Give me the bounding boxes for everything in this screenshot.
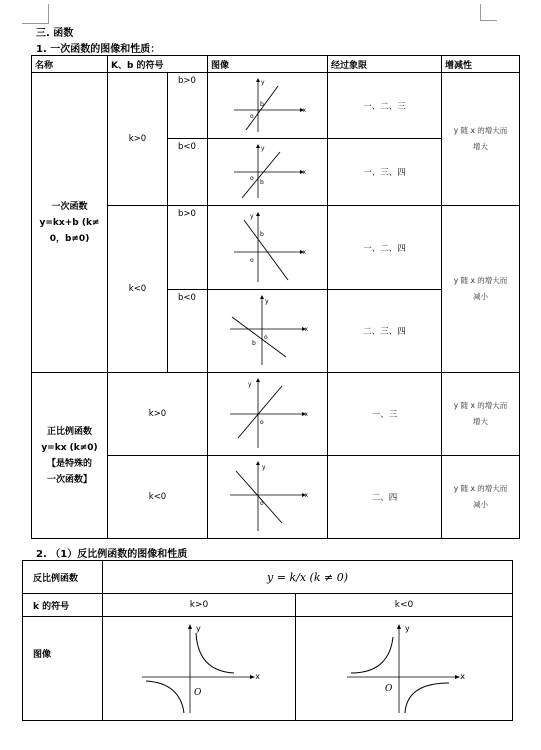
inverse-formula: y = k/x (k ≠ 0) <box>103 561 513 594</box>
svg-text:b: b <box>259 179 264 186</box>
increasing-note: y 随 x 的增大而 增大 <box>442 73 520 206</box>
k-negative-header: k<0 <box>296 594 513 617</box>
increasing-note-2: y 随 x 的增大而 增大 <box>442 373 520 456</box>
section-title: 三. 函数 <box>36 28 74 39</box>
svg-text:y: y <box>264 298 269 305</box>
graph-proportional-kneg <box>208 456 328 539</box>
b-negative-label: b<0 <box>168 139 208 206</box>
svg-text:o: o <box>249 256 254 264</box>
k-negative-label-2: k<0 <box>108 456 208 539</box>
subtitle-inverse: 2. （1）反比例函数的图像和性质 <box>36 549 188 560</box>
quadrants-24: 二、四 <box>328 456 442 539</box>
k-sign-label: k 的符号 <box>23 594 103 617</box>
svg-text:x: x <box>301 169 306 176</box>
svg-text:x: x <box>303 411 308 418</box>
b-positive-label: b>0 <box>168 73 208 139</box>
graph-proportional-kpos <box>208 373 328 456</box>
b-positive-label-2: b>0 <box>168 206 208 290</box>
linear-function-name: 一次函数 y=kx+b (k≠ 0，b≠0) <box>32 73 108 373</box>
hyperbola-kneg <box>296 617 513 721</box>
svg-text:x: x <box>255 671 260 681</box>
svg-text:b: b <box>251 340 256 347</box>
proportional-function-name: 正比例函数 y=kx (k≠0) 【是特殊的 一次函数】 <box>32 373 108 539</box>
quadrants-13: 一、三 <box>328 373 442 456</box>
quadrants-123: 一、二、三 <box>328 73 442 139</box>
svg-text:y: y <box>261 464 266 471</box>
header-name: 名称 <box>32 56 108 73</box>
k-positive-header: k>0 <box>103 594 296 617</box>
graph-kpos-bneg <box>208 139 328 206</box>
graph-label: 图像 <box>23 617 103 721</box>
svg-text:O: O <box>194 687 202 698</box>
svg-text:y: y <box>260 145 265 152</box>
svg-text:o: o <box>259 500 264 507</box>
graph-kneg-bneg <box>208 290 328 373</box>
svg-text:o: o <box>259 419 264 426</box>
svg-text:y: y <box>247 381 252 388</box>
k-positive-label: k>0 <box>108 73 168 206</box>
header-quadrants: 经过象限 <box>328 56 442 73</box>
graph-kneg-bpos <box>208 206 328 290</box>
inverse-function-table <box>22 560 513 721</box>
svg-text:y: y <box>196 623 201 633</box>
svg-text:o: o <box>249 175 254 182</box>
svg-text:o: o <box>249 112 254 120</box>
svg-text:y: y <box>249 212 254 220</box>
svg-text:y: y <box>405 623 410 633</box>
svg-text:x: x <box>303 326 308 333</box>
crop-mark-left <box>22 4 49 24</box>
inverse-name-label: 反比例函数 <box>23 561 103 594</box>
quadrants-134: 一、三、四 <box>328 139 442 206</box>
header-graph: 图像 <box>208 56 328 73</box>
header-kb-sign: K、b 的符号 <box>108 56 208 73</box>
crop-mark-right <box>480 4 497 21</box>
decreasing-note-2: y 随 x 的增大而 减小 <box>442 456 520 539</box>
header-monotonicity: 增减性 <box>442 56 520 73</box>
k-positive-label-2: k>0 <box>108 373 208 456</box>
quadrants-234: 二、三、四 <box>328 290 442 373</box>
k-negative-label: k<0 <box>108 206 168 373</box>
graph-kpos-bpos <box>208 73 328 139</box>
svg-text:x: x <box>301 106 306 114</box>
quadrants-124: 一、二、四 <box>328 206 442 290</box>
svg-text:x: x <box>460 671 465 681</box>
svg-text:b: b <box>259 230 264 238</box>
hyperbola-kpos <box>103 617 296 721</box>
b-negative-label-2: b<0 <box>168 290 208 373</box>
subtitle-linear: 1. 一次函数的图像和性质： <box>36 44 161 55</box>
svg-text:x: x <box>301 248 306 256</box>
decreasing-note: y 随 x 的增大而 减小 <box>442 206 520 373</box>
linear-function-table <box>31 55 520 539</box>
svg-text:x: x <box>303 492 308 499</box>
svg-text:o: o <box>263 334 268 341</box>
svg-text:O: O <box>385 683 393 694</box>
svg-text:b: b <box>259 100 264 108</box>
svg-text:y: y <box>260 78 265 86</box>
